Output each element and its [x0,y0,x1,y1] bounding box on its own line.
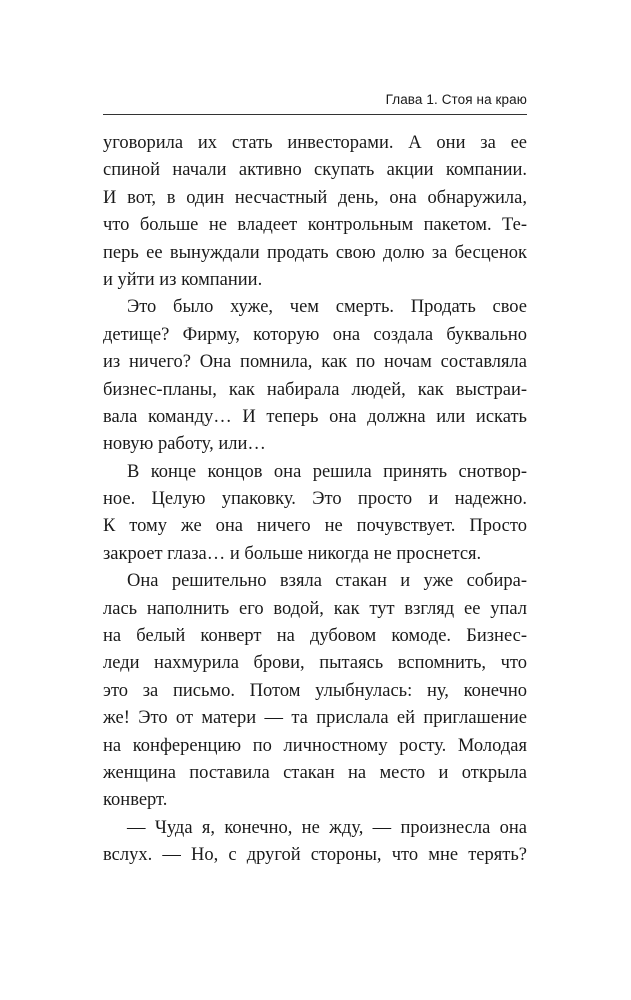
text-line: леди нахмурила брови, пытаясь вспомнить, что [103,653,527,674]
text-line: это за письмо. Потом улыбнулась: ну, конечно [103,680,527,701]
text-line: закроет глаза… и больше никогда не проснется. [103,543,482,564]
text-line: бизнес-планы, как набирала людей, как выстраи- [103,379,527,400]
text-line: конверт. [103,790,168,811]
text-line: — Чуда я, конечно, не жду, — произнесла она [127,817,527,838]
text-line: уговорила их стать инвесторами. А они за ее [103,133,527,153]
text-line: И вот, в один несчастный день, она обнаружила, [103,187,527,208]
text-line: же! Это от матери — та прислала ей приглашение [103,708,527,729]
text-line: вала команду… И теперь она должна или искать [103,406,527,427]
text-line: из ничего? Она помнила, как по ночам составляла [103,352,527,373]
text-line: женщина поставила стакан на место и открыла [103,762,527,783]
text-line: В конце концов она решила принять снотвор- [127,461,527,482]
text-line: на конференцию по личностному росту. Молодая [103,735,527,756]
text-line: Это было хуже, чем смерть. Продать свое [127,297,527,318]
text-line: перь ее вынуждали продать свою долю за бесценок [103,242,527,263]
text-line: К тому же она ничего не почувствует. Просто [103,516,527,537]
text-line: и уйти из компании. [103,269,263,290]
running-header: Глава 1. Стоя на краю [385,92,527,107]
header-rule [103,114,527,115]
body-text [103,130,527,870]
text-line: Она решительно взяла стакан и уже собира- [127,571,527,592]
text-line: спиной начали активно скупать акции компании. [103,160,527,181]
text-line: ное. Целую упаковку. Это просто и надежно. [103,489,527,510]
text-line: вслух. — Но, с другой стороны, что мне терять? [103,845,527,866]
text-line: лась наполнить его водой, как тут взгляд ее упал [103,598,527,619]
text-line: на белый конверт на дубовом комоде. Бизнес- [103,626,527,647]
text-line: что больше не владеет контрольным пакетом. Те- [103,215,527,236]
text-line: детище? Фирму, которую она создала буквально [103,324,527,345]
text-line: новую работу, или… [103,434,266,455]
